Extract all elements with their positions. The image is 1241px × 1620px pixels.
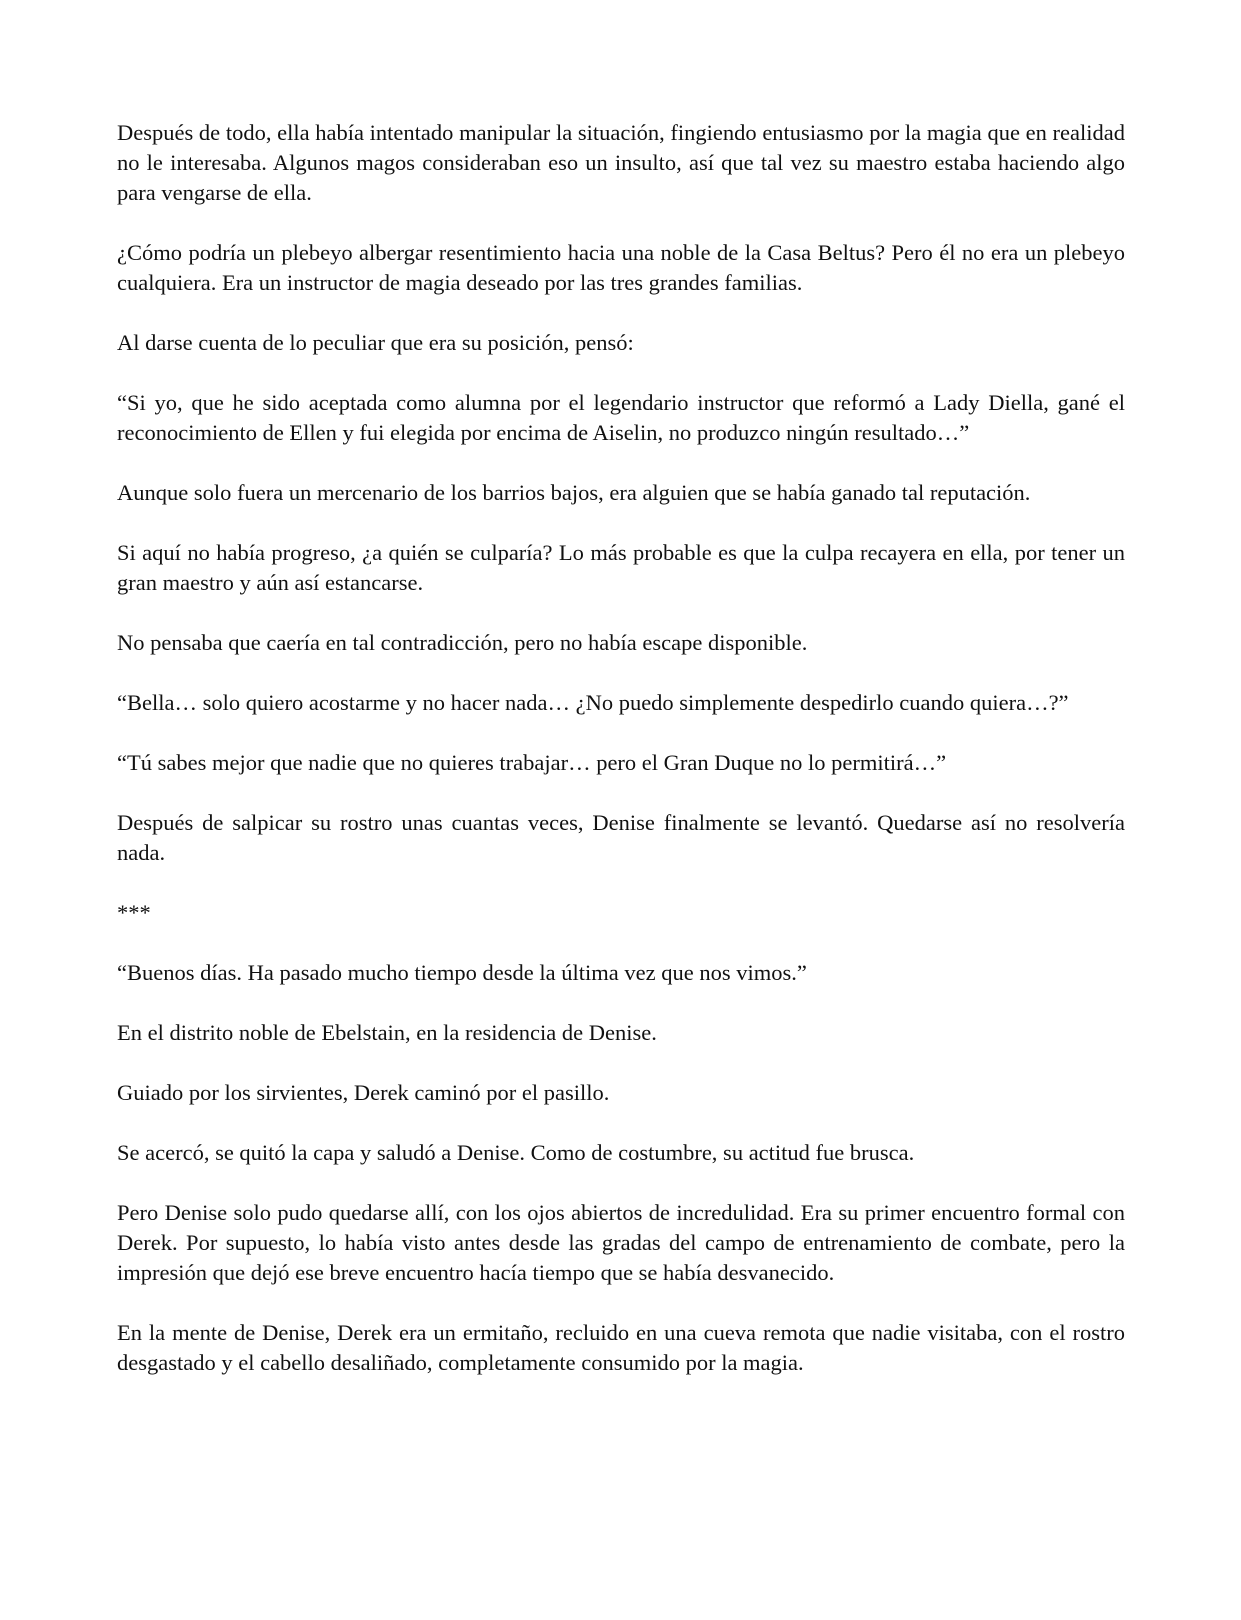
paragraph: No pensaba que caería en tal contradicción, pero no había escape disponible. [117, 630, 808, 655]
paragraph: Aunque solo fuera un mercenario de los barrios bajos, era alguien que se había ganado tal reputación. [117, 480, 1031, 505]
paragraph: Al darse cuenta de lo peculiar que era su posición, pensó: [117, 330, 634, 355]
paragraph: “Buenos días. Ha pasado mucho tiempo desde la última vez que nos vimos.” [117, 960, 807, 985]
section-break: *** [117, 900, 151, 925]
paragraph: “Tú sabes mejor que nadie que no quieres trabajar… pero el Gran Duque no lo permitirá…” [117, 750, 947, 775]
paragraph: Pero Denise solo pudo quedarse allí, con los ojos abiertos de incredulidad. Era su primer encuentro formal con Derek. Por supuesto, lo había visto antes desde las gradas del campo de entrenamiento de combate, pero la impresión que dejó ese breve encuentro hacía tiempo que se había desvanecido. [117, 1200, 1125, 1285]
paragraph: Después de todo, ella había intentado manipular la situación, fingiendo entusiasmo por la magia que en realidad no le interesaba. Algunos magos consideraban eso un insulto, así que tal vez su maestro estaba haciendo algo para vengarse de ella. [117, 120, 1125, 205]
paragraph: Después de salpicar su rostro unas cuantas veces, Denise finalmente se levantó. Quedarse así no resolvería nada. [117, 810, 1125, 865]
paragraph: Se acercó, se quitó la capa y saludó a Denise. Como de costumbre, su actitud fue brusca. [117, 1140, 915, 1165]
paragraph: En el distrito noble de Ebelstain, en la residencia de Denise. [117, 1020, 657, 1045]
paragraph: En la mente de Denise, Derek era un ermitaño, recluido en una cueva remota que nadie visitaba, con el rostro desgastado y el cabello desaliñado, completamente consumido por la magia. [117, 1320, 1125, 1375]
paragraph: ¿Cómo podría un plebeyo albergar resentimiento hacia una noble de la Casa Beltus? Pero él no era un plebeyo cualquiera. Era un instructor de magia deseado por las tres grandes familias. [117, 240, 1125, 295]
paragraph: Si aquí no había progreso, ¿a quién se culparía? Lo más probable es que la culpa recayera en ella, por tener un gran maestro y aún así estancarse. [117, 540, 1125, 595]
paragraph: “Bella… solo quiero acostarme y no hacer nada… ¿No puedo simplemente despedirlo cuando quiera…?” [117, 690, 1069, 715]
paragraph: Guiado por los sirvientes, Derek caminó por el pasillo. [117, 1080, 610, 1105]
paragraph: “Si yo, que he sido aceptada como alumna por el legendario instructor que reformó a Lady Diella, gané el reconocimiento de Ellen y fui elegida por encima de Aiselin, no produzco ningún resultado…” [117, 390, 1125, 445]
document-page [117, 118, 1125, 1378]
